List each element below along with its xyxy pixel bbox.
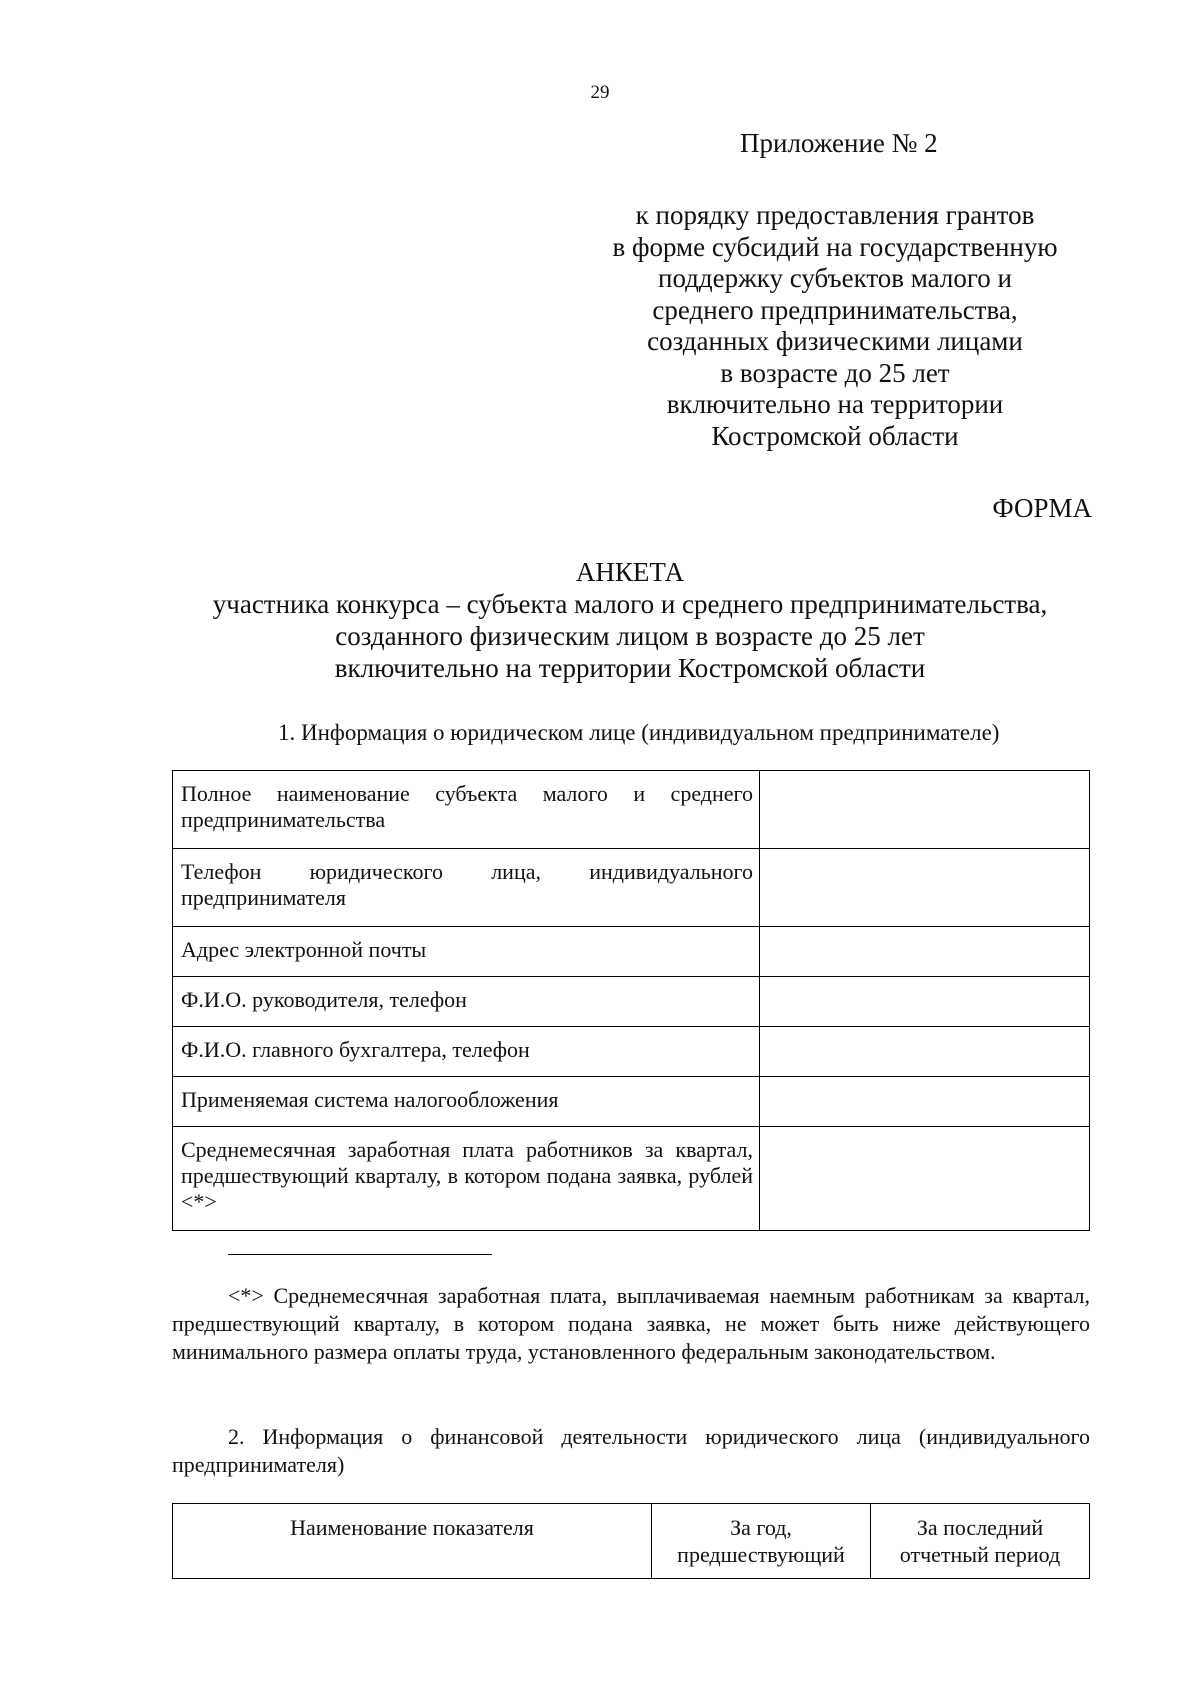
column-header-indicator: Наименование показателя [173,1504,652,1579]
anketa-line: включительно на территории Костромской области [334,653,926,683]
anketa-line: созданного физическим лицом в возрасте до 25 лет [335,621,925,651]
anketa-title: АНКЕТА [575,557,685,587]
anketa-line: участника конкурса – субъекта малого и среднего предпринимательства, [212,589,1048,619]
financial-info-table [172,1503,1090,1579]
table-row [173,977,1090,1027]
row-value-field[interactable] [760,1077,1090,1127]
row-label: Ф.И.О. руководителя, телефон [173,977,760,1027]
row-label: Среднемесячная заработная плата работников за квартал, предшествующий кварталу, в котором подана заявка, рублей <*> [173,1127,760,1231]
row-value-field[interactable] [760,849,1090,927]
table-row [173,1077,1090,1127]
row-label: Полное наименование субъекта малого и среднего предпринимательства [173,771,760,849]
appendix-line: к порядку предоставления грантов [635,200,1035,230]
row-value-field[interactable] [760,977,1090,1027]
appendix-line: в возрасте до 25 лет [720,357,950,388]
section2-title: 2. Информация о финансовой деятельности юридического лица (индивидуального предпринимателя) [172,1424,1090,1477]
column-header-last-period: За последний отчетный период [871,1504,1090,1579]
appendix-line: Костромской области [711,420,959,451]
appendix-line: среднего предпринимательства, [652,294,1018,325]
footnote: <*> Среднемесячная заработная плата, выплачиваемая наемным работникам за квартал, предшествующий кварталу, в котором подана заявка, не может быть ниже действующего минимального размера оплаты труда, установленного федеральным законодательством. [172,1283,1090,1364]
footnote-divider [228,1254,492,1255]
table-row [173,927,1090,977]
row-value-field[interactable] [760,927,1090,977]
table-row [173,849,1090,927]
appendix-line: созданных физическими лицами [647,326,1023,356]
row-label: Ф.И.О. главного бухгалтера, телефон [173,1027,760,1077]
row-value-field[interactable] [760,771,1090,849]
row-label: Применяемая система налогообложения [173,1077,760,1127]
row-label: Адрес электронной почты [173,927,760,977]
appendix-line: поддержку субъектов малого и [658,263,1012,293]
appendix-line: в форме субсидий на государственную [612,231,1058,262]
row-value-field[interactable] [760,1127,1090,1231]
appendix-title: Приложение № 2 [740,128,938,158]
page-number: 29 [590,82,610,103]
table-header-row [173,1504,1090,1579]
form-label: ФОРМА [992,493,1092,523]
table-row [173,1127,1090,1231]
column-header-previous-year: За год, предшествующий [652,1504,871,1579]
row-value-field[interactable] [760,1027,1090,1077]
appendix-reference [560,200,1110,452]
table-row [173,1027,1090,1077]
table-row [173,771,1090,849]
appendix-line: включительно на территории [666,389,1004,419]
row-label: Телефон юридического лица, индивидуального предпринимателя [173,849,760,927]
company-info-table [172,770,1090,1231]
anketa-heading [0,556,1200,684]
section1-title: 1. Информация о юридическом лице (индивидуальном предпринимателе) [278,720,1000,745]
